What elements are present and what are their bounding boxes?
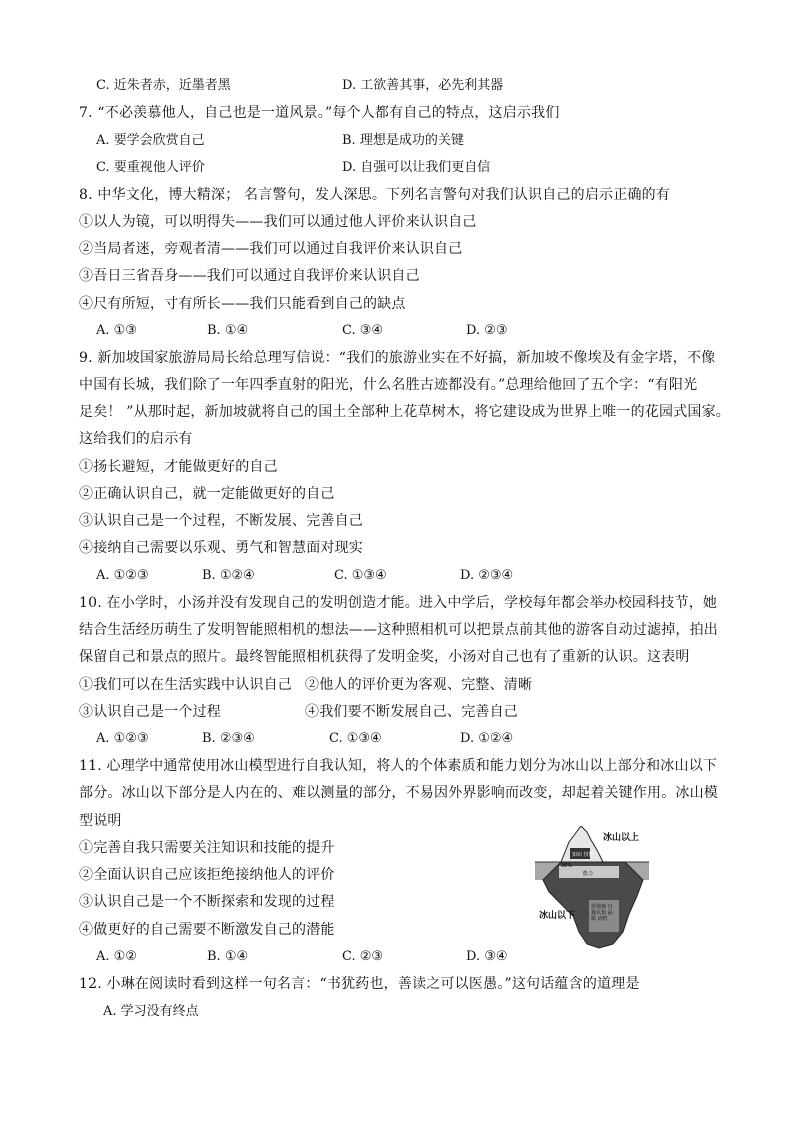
tip-text: 知识 技能 [572,852,594,858]
q8-statement-3: ③吾日三省吾身——我们可以通过自我评价来认识自己 [79,268,420,284]
q9-statement-4: ④接纳自己需要以乐观、勇气和智慧面对现实 [79,540,363,556]
q9-line-3: 足矣！ ”从那时起，新加坡就将自己的国土全部种上花草树木，将它建设成为世界上唯一的花园式国家。 [79,404,731,420]
label-below-water: 冰山以下 [539,911,576,921]
q9-line-2: 中国有长城，我们除了一年四季直射的阳光，什么名胜古迹都没有。”总理给他回了五个字：“有阳光 [79,377,698,393]
q10-statement-2: ②他人的评价更为客观、完整、清晰 [305,677,533,693]
q11-statement-1: ①完善自我只需要关注知识和技能的提升 [79,840,335,856]
q9-option-d: D. ②③④ [460,568,514,583]
iceberg-figure [533,826,651,950]
q10-option-c: C. ①③④ [329,731,382,746]
q7-option-a: A. 要学会欣赏自己 [96,133,205,148]
percent-text: 30% [561,863,573,869]
q9-statement-2: ②正确认识自己，就一定能做更好的自己 [79,486,335,502]
mid-text: 能力 [583,871,594,877]
q8-option-c: C. ③④ [342,323,384,338]
q12-stem: 12. 小琳在阅读时看到这样一句名言：“书犹药也，善读之可以医愚。”这句话蕴含的道理是 [79,976,640,992]
q8-stem: 8. 中华文化，博大精深； 名言警句，发人深思。下列名言警句对我们认识自己的启示正确的有 [79,187,671,203]
q11-statement-3: ③认识自己是一个不断探索和发现的过程 [79,894,335,910]
q11-line-1: 11. 心理学中通常使用冰山模型进行自我认知，将人的个体素质和能力划分为冰山以上部分和冰山以下 [79,758,718,774]
q9-statement-1: ①扬长避短，才能做更好的自己 [79,459,278,475]
q11-option-a: A. ①② [96,949,137,964]
q7-option-d: D. 自强可以让我们更自信 [342,160,491,175]
q7-option-c: C. 要重视他人评价 [96,160,205,175]
q11-option-c: C. ②③ [342,949,384,964]
q9-statement-3: ③认识自己是一个过程，不断发展、完善自己 [79,513,363,529]
q8-statement-1: ①以人为镜，可以明得失——我们可以通过他人评价来认识自己 [79,214,477,230]
q9-option-b: B. ①②④ [202,568,255,583]
q12-option-a: A. 学习没有终点 [103,1004,199,1019]
q10-statement-4: ④我们要不断发展自己、完善自己 [305,704,518,720]
q8-statement-4: ④尺有所短，寸有所长——我们只能看到自己的缺点 [79,296,406,312]
q11-option-d: D. ③④ [466,949,508,964]
q8-option-b: B. ①④ [207,323,249,338]
q7-stem: 7. “不必羡慕他人，自己也是一道风景。”每个人都有自己的特点，这启示我们 [79,105,560,121]
q9-line-1: 9. 新加坡国家旅游局局长给总理写信说：“我们的旅游业实在不好搞，新加坡不像埃及有金字塔，不像 [79,350,716,366]
q10-line-3: 保留自己和景点的照片。最终智能照相机获得了发明金奖，小汤对自己也有了重新的认识。这表明 [79,649,690,665]
q8-option-d: D. ②③ [466,323,508,338]
q11-line-2: 部分。冰山以下部分是人内在的、难以测量的部分，不易因外界影响而改变，却起着关键作用。冰山模 [79,785,718,801]
q10-option-b: B. ②③④ [202,731,255,746]
q10-option-d: D. ①②④ [460,731,514,746]
q9-option-a: A. ①②③ [96,568,149,583]
q8-statement-2: ②当局者迷，旁观者清——我们可以通过自我评价来认识自己 [79,241,463,257]
q11-statement-2: ②全面认识自己应该拒绝接纳他人的评价 [79,867,335,883]
q8-option-a: A. ①③ [96,323,137,338]
q10-statement-3: ③认识自己是一个过程 [79,704,221,720]
label-above-water: 冰山以上 [603,833,640,843]
q10-option-a: A. ①②③ [96,731,149,746]
q9-option-c: C. ①③④ [334,568,387,583]
iceberg-drawing [533,826,651,950]
q10-line-1: 10. 在小学时，小汤并没有发现自己的发明创造才能。进入中学后，学校每年都会举办校园科技节，她 [79,595,718,611]
q11-statement-4: ④做更好的自己需要不断激发自己的潜能 [79,922,335,938]
q9-line-4: 这给我们的启示有 [79,431,193,447]
q7-option-b: B. 理想是成功的关键 [342,133,464,148]
q10-statement-1: ①我们可以在生活实践中认识自己 [79,677,292,693]
q11-option-b: B. ①④ [207,949,249,964]
q11-line-3: 型说明 [79,813,122,829]
q6-option-c: C. 近朱者赤，近墨者黑 [96,78,231,93]
deep-text: 价值观 自我认知 品质 动机 [591,904,613,922]
q10-line-2: 结合生活经历萌生了发明智能照相机的想法——这种照相机可以把景点前其他的游客自动过滤掉，拍出 [79,622,718,638]
q6-option-d: D. 工欲善其事，必先利其器 [342,78,504,93]
